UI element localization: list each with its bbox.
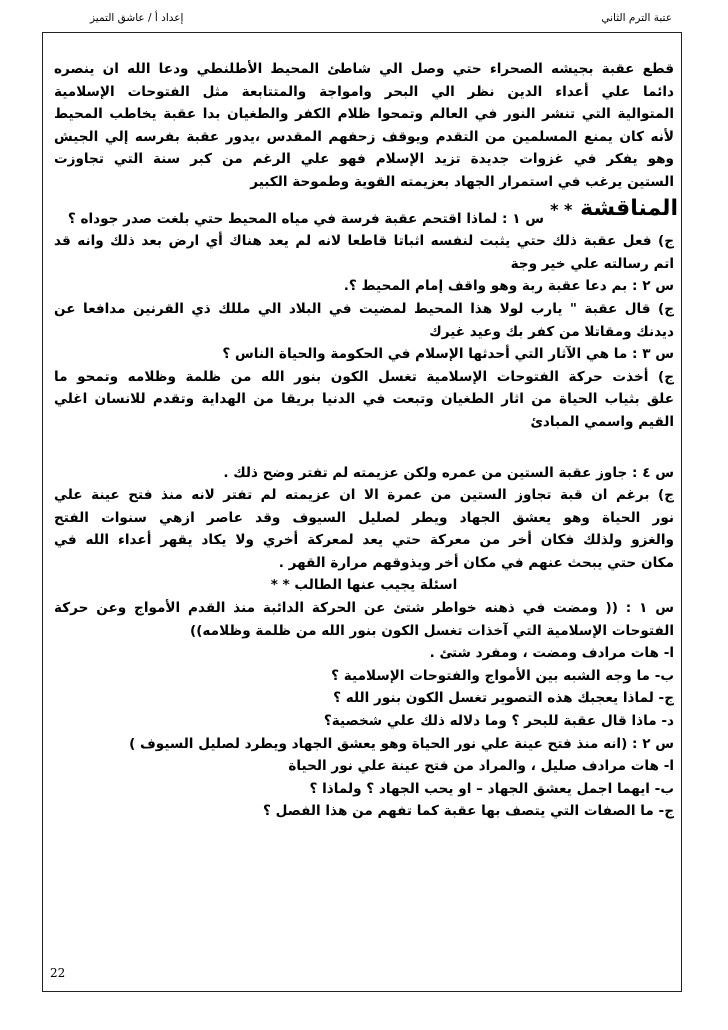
student-questions-section	[54, 574, 674, 823]
section-subtitle: اسئلة يجيب عنها الطالب * *	[270, 577, 458, 594]
discussion-section	[54, 195, 678, 575]
question-line: س ١ : (( ومضت في ذهنه خواطر شتئ عن الحركة الدائبة منذ القدم الأمواج وعن حركة	[54, 600, 674, 617]
answer-line: ج) فعل عقبة ذلك حتي يثبت لنفسه اثباتا قاطعا لانه لم يعد هناك أي ارض بعد ذلك وانه قد	[54, 233, 674, 250]
question-line: س ١ : لماذا اقتحم عقبة فرسة في مياه المحيط حتي بلغت صدر جوداه ؟	[67, 210, 544, 227]
question-line: الفتوحات الإسلامية التي آخذات تغسل الكون بنور الله من ظلمة وظلامه))	[190, 622, 674, 639]
heading-stars: * *	[550, 199, 573, 219]
question-line: س ٤ : جاوز عقبة الستين من عمره ولكن عزيمته لم تفتر وضح ذلك .	[223, 464, 674, 481]
answer-line: ديدنك ومقاتلا من كفر بك وعيد غيرك	[429, 323, 674, 340]
header-author: إعداد أ / عاشق التميز	[90, 12, 184, 24]
answer-line: ج) برغم ان قبة تجاوز الستين من عمرة الا ان عزيمته لم تفتر لانه منذ فتح عينة علي	[54, 487, 674, 504]
question-line: ب- ايهما اجمل يعشق الجهاد – او يحب الجهاد ؟ ولماذا ؟	[309, 780, 674, 797]
text-line: لأنه كان يمنع المسلمين من التقدم ويوقف زحفهم المقدس ،يدور عقبة بفرسه إلي الجيش	[54, 128, 674, 145]
question-line: ا- هات مرادف ومضت ، ومفرد شتئ .	[429, 645, 674, 662]
page-content	[54, 58, 678, 823]
answer-line: ج) أخذت حركة الفتوحات الإسلامية تغسل الكون بنور الله من ظلمة وظلامه وتمحو ما	[54, 368, 674, 385]
answer-line: ج) قال عقبة " يارب لولا هذا المحيط لمضيت في البلاد الي مللك ذي القرنين مدافعا عن	[54, 300, 674, 317]
answer-line: اتم رسالته علي خير وجة	[510, 255, 674, 272]
answer-line: القيم واسمي المبادئ	[530, 413, 674, 430]
intro-paragraph	[54, 58, 674, 194]
text-line: وهو يفكر في غزوات جديدة تزيد الإسلام فهو علي الرغم من كبر سنة التي تجاوزت	[54, 151, 674, 168]
question-line: ج- ما الصفات التي يتصف بها عقبة كما تفهم من هذا الفصل ؟	[263, 803, 674, 820]
answer-line: علق بثياب الحياة من اثار الطغيان وتبعت في الدنيا بريقا من الهداية وتقدم للانسان اغلي	[54, 391, 674, 408]
question-line: ب- ما وجه الشبه بين الأمواج والفتوحات الإسلامية ؟	[331, 667, 674, 684]
question-line: س ٢ : بم دعا عقبة ربة وهو واقف إمام المحيط ؟.	[343, 278, 674, 295]
question-line: س ٢ : (انه منذ فتح عينة علي نور الحياة وهو يعشق الجهاد ويطرد لصليل السيوف )	[129, 735, 674, 752]
header-title: عتبة الترم الثاني	[601, 12, 672, 24]
question-line: س ٣ : ما هي الآثار التي أحدثها الإسلام في الحكومة والحياة الناس ؟	[222, 346, 674, 363]
text-line: دائما علي أعداء الدين نظر الي البحر وامواجة والمتتابعة مثل الفتوحات الإسلامية	[54, 83, 674, 100]
text-line: المتوالية التي تنشر النور في العالم وتمحوا ظلام الكفر والطغيان بدا عقبة يخاطب المحيط	[54, 106, 674, 123]
page-number: 22	[50, 966, 66, 980]
question-line: ج- لماذا يعجبك هذه التصوير تغسل الكون بنور الله ؟	[333, 690, 674, 707]
section-heading	[546, 196, 678, 221]
answer-line: نور الحياة وهو يعشق الجهاد ويطر لصليل السيوف وقد عاصر ازهي سنوات الفتح	[54, 509, 674, 526]
heading-label: المناقشة	[580, 195, 678, 221]
text-line: الستين يرغب في استمرار الجهاد بعزيمته القوية وطموحة الكبير	[250, 173, 674, 190]
text-line: قطع عقبة بجيشه الصحراء حتي وصل الي شاطئ المحيط الأطلنطي ودعا الله ان ينصره	[54, 61, 674, 77]
question-line: ا- هات مرادف صليل ، والمراد من فتح عينة علي نور الحياة	[288, 758, 674, 775]
answer-line: مكان حتي يبحث عنهم في مكان أخر ويذوقهم مرارة القهر .	[278, 554, 674, 571]
answer-line: والغزو ولذلك فكان أخر من معركة حتي يعد لمعركة أخري ولا يكاد يقهر أعداء الله في	[54, 532, 674, 549]
question-line: د- ماذا قال عقبة للبحر ؟ وما دلاله ذلك علي شخصية؟	[323, 713, 674, 730]
